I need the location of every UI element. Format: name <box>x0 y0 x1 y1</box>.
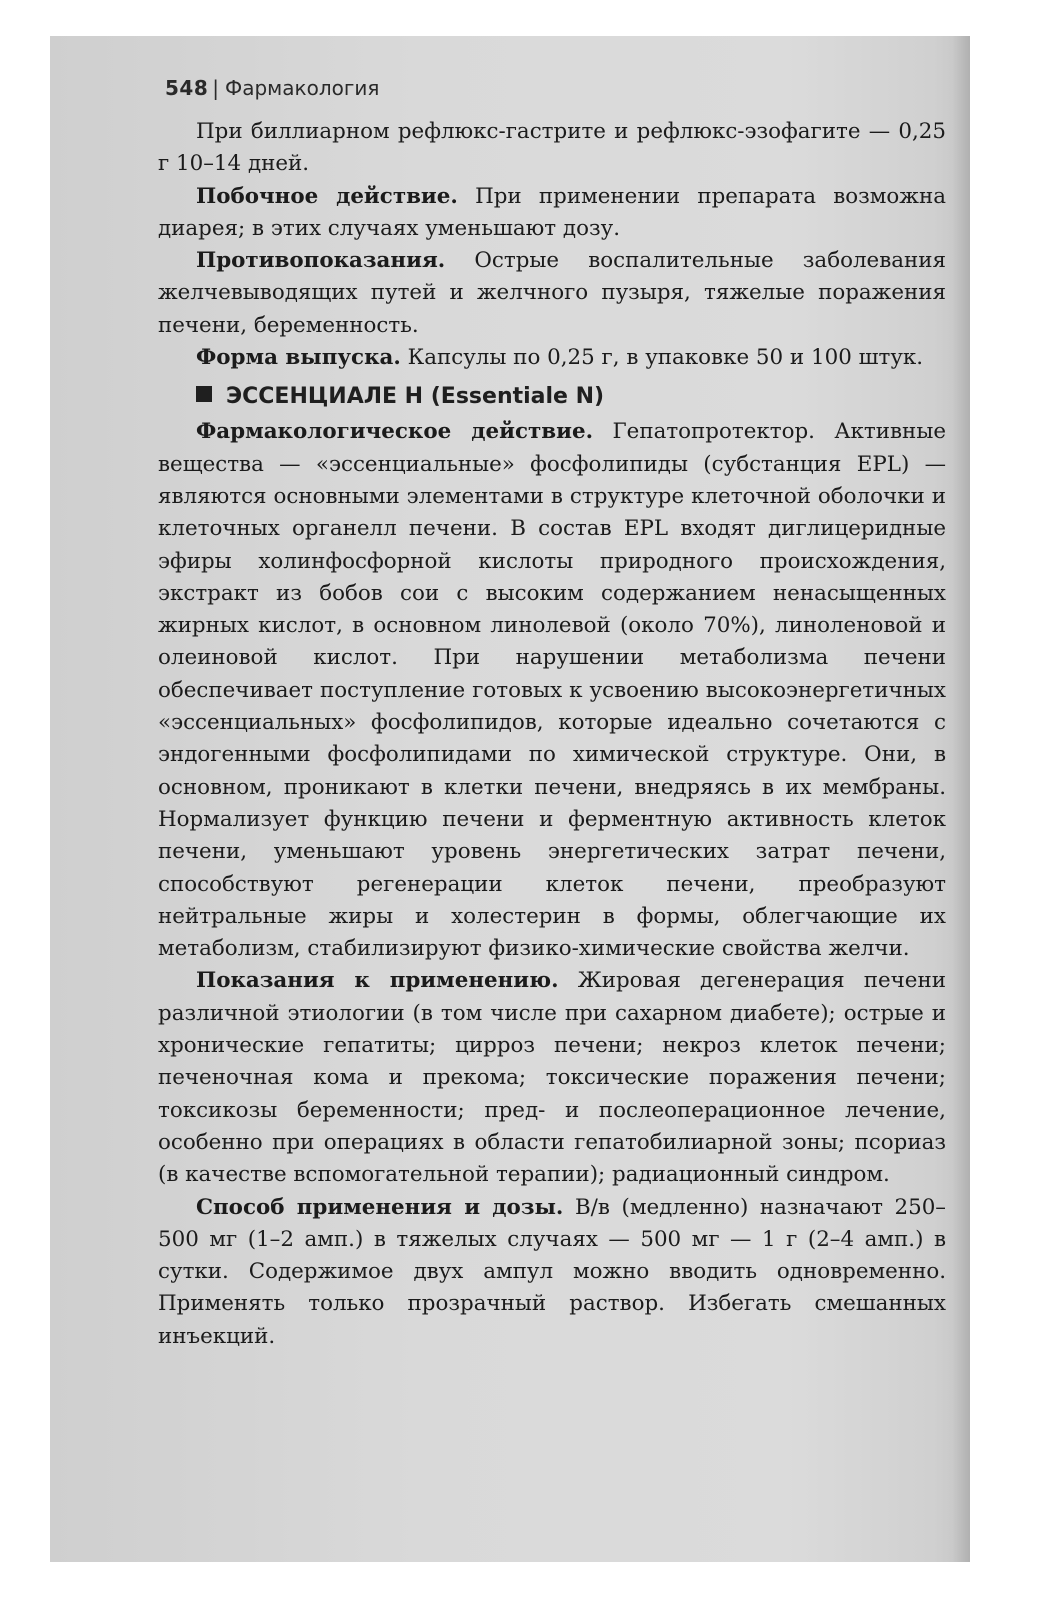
drug-heading <box>196 382 946 412</box>
page-number: 548 <box>165 76 209 100</box>
indications-text: Жировая дегенерация печени различной этиологии (в том числе при сахарном диабете); острые и хронические гепатиты; цирроз печени; некроз клеток печени; печеночная кома и прекома; токсические поражения печени; токсикозы беременности; пред- и послеоперационное лечение, особенно при операциях в области гепатобилиарной зоны; псориаз (в качестве вспомогательной терапии); радиационный синдром. <box>158 968 946 1188</box>
pharmacological-action-text: Гепатопротектор. Активные вещества — «эссенциальные» фосфолипиды (субстанция EPL) — являются основными элементами в структуре клеточной оболочки и клеточных органелл печени. В состав EPL входят диглицеридные эфиры холинфосфорной кислоты природного происхождения, экстракт из бобов сои с высоким содержанием ненасыщенных жирных кислот, в основном линолевой (около 70%), линоленовой и олеиновой кислот. При нарушении метаболизма печени обеспечивает поступление готовых к усвоению высокоэнергетичных «эссенциальных» фосфолипидов, которые идеально сочетаются с эндогенными фосфолипидами по химической структуре. Они, в основном, проникают в клетки печени, внедряясь в их мембраны. Нормализует функцию печени и ферментную активность клеток печени, уменьшают уровень энергетических затрат печени, способствуют регенерации клеток печени, преобразуют нейтральные жиры и холестерин в формы, облегчающие их метаболизм, стабилизируют физико-химические свойства желчи. <box>158 419 946 962</box>
pharmacological-action-paragraph <box>158 416 946 965</box>
pharmacological-action-label: Фармакологическое действие. <box>196 419 594 445</box>
release-form-label: Форма выпуска. <box>196 345 401 371</box>
header-divider: | <box>212 76 219 100</box>
side-effects-paragraph <box>158 181 946 246</box>
drug-name: ЭССЕНЦИАЛЕ Н (Essentiale N) <box>226 384 605 410</box>
dosage-method-text: В/в (медленно) назначают 250–500 мг (1–2 амп.) в тяжелых случаях — 500 мг — 1 г (2–4 амп.) в сутки. Содержимое двух ампул можно вводить одновременно. Применять только прозрачный раствор. Избегать смешанных инъекций. <box>158 1194 946 1349</box>
dosage-method-label: Способ применения и дозы. <box>196 1194 564 1220</box>
release-form-text: Капсулы по 0,25 г, в упаковке 50 и 100 штук. <box>400 345 924 371</box>
contraindications-label: Противопоказания. <box>196 248 446 274</box>
indications-label: Показания к применению. <box>196 968 559 994</box>
release-form-paragraph <box>158 342 946 374</box>
indications-paragraph <box>158 965 946 1191</box>
side-effects-text: При применении препарата возможна диарея; в этих случаях уменьшают дозу. <box>158 183 946 241</box>
square-bullet-icon <box>196 386 212 402</box>
running-header <box>165 76 379 100</box>
header-title: Фармакология <box>225 76 380 100</box>
book-page <box>50 36 970 1562</box>
side-effects-label: Побочное действие. <box>196 183 458 209</box>
page-spine-shadow <box>952 36 970 1562</box>
dosage-paragraph: При биллиарном рефлюкс-гастрите и рефлюкс-эзофагите — 0,25 г 10–14 дней. <box>158 119 946 177</box>
contraindications-text: Острые воспалительные заболевания желчевыводящих путей и желчного пузыря, тяжелые поражения печени, беременность. <box>158 248 946 338</box>
contraindications-paragraph <box>158 245 946 342</box>
body-text <box>158 116 946 1353</box>
dosage-method-paragraph <box>158 1192 946 1353</box>
